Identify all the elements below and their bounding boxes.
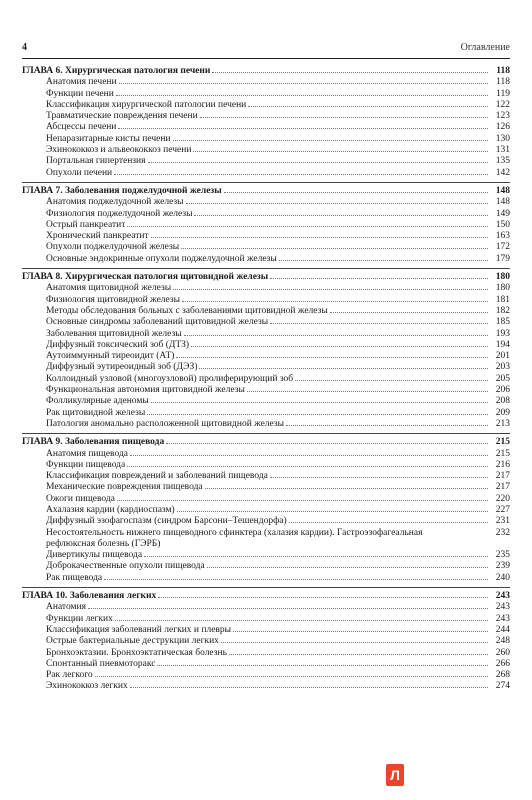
toc-entry-title: Функции печени (46, 88, 114, 99)
toc-entry[interactable] (22, 156, 510, 167)
toc-entry[interactable] (22, 471, 510, 482)
toc-entry-title: Механические повреждения пищевода (46, 482, 203, 493)
dot-leader (144, 556, 488, 557)
toc-entry[interactable] (22, 295, 510, 306)
dot-leader (147, 414, 488, 415)
toc-entry-title: Фолликулярные аденомы (46, 396, 149, 407)
toc-entry-page: 243 (495, 602, 510, 613)
toc-entry[interactable] (22, 340, 510, 351)
toc-entry[interactable] (22, 134, 510, 145)
dot-leader (130, 687, 488, 688)
dot-leader (286, 425, 488, 426)
dot-leader (117, 500, 488, 501)
toc-entry-title: Портальная гипертензия (46, 156, 146, 167)
dot-leader (115, 620, 488, 621)
toc-entry-title: Физиология щитовидной железы (46, 294, 181, 305)
dot-leader (173, 140, 488, 141)
toc-entry[interactable] (22, 636, 510, 647)
toc-entry[interactable] (22, 573, 510, 584)
toc-entry[interactable] (22, 374, 510, 385)
toc-entry-page: 235 (495, 550, 510, 561)
toc-entry[interactable] (22, 317, 510, 328)
dot-leader (151, 402, 488, 403)
toc-entry-title: Патология аномально расположенной щитовидной железы (46, 418, 285, 429)
toc-entry[interactable] (22, 242, 510, 253)
toc-entry-title: Анатомия печени (46, 77, 117, 88)
toc-entry[interactable] (22, 100, 510, 111)
toc-entry[interactable] (22, 670, 510, 681)
toc-entry-title: Травматические повреждения печени (46, 111, 198, 122)
toc-entry-title: Методы обследования больных с заболеваниями щитовидной железы (46, 305, 328, 316)
dot-leader (295, 380, 488, 381)
dot-leader (176, 357, 488, 358)
dot-leader (194, 215, 488, 216)
toc-entry-title: Заболевания щитовидной железы (46, 328, 182, 339)
dot-leader (191, 346, 488, 347)
toc-entry-title: Абсцессы печени (46, 122, 117, 133)
toc-entry-title: Анатомия пищевода (46, 448, 128, 459)
toc-entry-page: 130 (495, 133, 510, 144)
chapter-heading[interactable] (22, 66, 510, 77)
toc-entry-title: Непаразитарные кисты печени (46, 133, 171, 144)
chapter-heading-title: ГЛАВА 6. Хирургическая патология печени (22, 66, 211, 76)
toc-entry-title: Ахалазия кардии (кардиоспазм) (46, 504, 175, 515)
toc-entry[interactable] (22, 550, 510, 561)
toc-entry-title: Опухоли печени (46, 167, 113, 178)
toc-entry-title: Классификация повреждений и заболеваний пищевода (46, 471, 268, 482)
toc-entry-page: 131 (495, 145, 510, 156)
dot-leader (127, 226, 488, 227)
toc-entry[interactable] (22, 351, 510, 362)
toc-entry[interactable] (22, 111, 510, 122)
toc-entry-page: 268 (495, 670, 510, 681)
dot-leader (205, 488, 488, 489)
chapter-heading-page: 243 (495, 591, 510, 602)
toc-entry-title: Анатомия щитовидной железы (46, 283, 172, 294)
toc-entry-page: 185 (495, 317, 510, 328)
toc-entry-page: 148 (495, 197, 510, 208)
toc-entry[interactable] (22, 681, 510, 692)
toc-entry[interactable] (22, 396, 510, 407)
toc-entry-title: Эхинококкоз и альвеококкоз печени (46, 145, 192, 156)
chapter-heading-title: ГЛАВА 10. Заболевания легких (22, 591, 157, 602)
toc-entry-page: 231 (495, 516, 510, 527)
toc-entry-title: Опухоли поджелудочной железы (46, 242, 180, 253)
chapter-heading[interactable] (22, 272, 510, 283)
toc-entry-page: 209 (495, 407, 510, 418)
chapter-heading-title: ГЛАВА 9. Заболевания пищевода (22, 437, 165, 448)
dot-leader (212, 72, 488, 73)
running-header-title: Оглавление (460, 42, 510, 53)
toc-entry-title: Коллоидный узловой (многоузловой) пролиферирующий зоб (46, 373, 294, 384)
toc-entry-page: 205 (495, 373, 510, 384)
toc-entry-page: 220 (495, 493, 510, 504)
toc-entry-title: Диффузный эутиреоидный зоб (ДЭЗ) (46, 362, 198, 373)
dot-leader (173, 289, 488, 290)
toc-entry-title: Функциональная автономия щитовидной железы (46, 385, 245, 396)
toc-entry-title: Диффузный эзофагоспазм (синдром Барсони–Тешендорфа) (46, 516, 287, 527)
toc-entry-page: 135 (495, 156, 510, 167)
dot-leader (247, 391, 488, 392)
toc-entry-title: Рак легкого (46, 670, 93, 681)
toc-entry-page: 149 (495, 208, 510, 219)
toc-entry-page: 179 (495, 253, 510, 264)
dot-leader (104, 579, 488, 580)
toc-entry-page: 150 (495, 219, 510, 230)
toc-entry-page: 248 (495, 636, 510, 647)
toc-entry-title: Рак пищевода (46, 572, 103, 583)
toc-entry[interactable] (22, 659, 510, 670)
toc-entry-title: Несостоятельность нижнего пищеводного сфинктера (халазия кардии). Гастроэзофагеальная рефлюксная болезнь (ГЭРБ) (46, 527, 423, 549)
toc-entry[interactable] (22, 602, 510, 613)
toc-entry-title: Основные эндокринные опухоли поджелудочной железы (46, 253, 277, 264)
toc-entry-page: 239 (495, 561, 510, 572)
dot-leader (157, 665, 488, 666)
toc-entry-title: Эхинококкоз легких (46, 681, 128, 692)
dot-leader (116, 95, 488, 96)
toc-entry[interactable] (22, 505, 510, 516)
toc-entry-page: 274 (495, 681, 510, 692)
toc-entry-title: Дивертикулы пищевода (46, 550, 143, 561)
dot-leader (114, 174, 488, 175)
toc-entry-page: 194 (495, 339, 510, 350)
toc-entry-title: Физиология поджелудочной железы (46, 208, 193, 219)
toc-entry[interactable] (22, 614, 510, 625)
dot-leader (119, 83, 488, 84)
toc-entry-page: 244 (495, 624, 510, 635)
dot-leader (248, 106, 488, 107)
chapter-section (22, 272, 510, 434)
chapter-heading-page: 215 (495, 437, 510, 448)
toc-entry-title: Анатомия (46, 602, 86, 613)
toc-entry[interactable] (22, 561, 510, 572)
toc-entry-page: 217 (495, 482, 510, 493)
toc-entry[interactable] (22, 283, 510, 294)
chapter-heading-page: 180 (495, 272, 510, 283)
toc-entry-page: 216 (495, 459, 510, 470)
toc-entry[interactable] (22, 408, 510, 419)
toc-entry-title: Рак щитовидной железы (46, 407, 146, 418)
dot-leader (289, 522, 488, 523)
toc-entry-page: 227 (495, 504, 510, 515)
toc-entry-page: 266 (495, 658, 510, 669)
toc-entry-title: Хронический панкреатит (46, 231, 149, 242)
dot-leader (182, 301, 488, 302)
dot-leader (181, 248, 488, 249)
dot-leader (127, 466, 488, 467)
toc-entry-page: 203 (495, 362, 510, 373)
toc-entry-page: 260 (495, 647, 510, 658)
toc-entry-page: 126 (495, 122, 510, 133)
dot-leader (270, 323, 488, 324)
toc-entry[interactable] (22, 460, 510, 471)
toc-entry-title: Аутоиммунный тиреоидит (АТ) (46, 351, 175, 362)
toc-entry[interactable] (22, 197, 510, 208)
toc-entry[interactable] (22, 362, 510, 373)
dot-leader (184, 335, 488, 336)
toc-entry-page: 119 (496, 88, 510, 99)
toc-entry-page: 118 (496, 77, 510, 88)
toc-entry-page: 240 (495, 572, 510, 583)
toc-entry-title: Острый панкреатит (46, 219, 126, 230)
toc-entry-page: 123 (495, 111, 510, 122)
page-number: 4 (22, 42, 27, 53)
toc-entry[interactable] (22, 385, 510, 396)
dot-leader (330, 312, 488, 313)
chapter-section (22, 186, 510, 269)
toc-entry-page: 215 (495, 448, 510, 459)
toc-entry-page: 122 (495, 99, 510, 110)
toc-entry[interactable] (22, 494, 510, 505)
chapter-heading[interactable] (22, 591, 510, 602)
toc-entry-page: 206 (495, 385, 510, 396)
dot-leader (148, 162, 489, 163)
toc-entry-page: 208 (495, 396, 510, 407)
chapter-heading-page: 118 (496, 66, 510, 76)
toc-entry-title: Функции легких (46, 613, 113, 624)
header-rule (22, 58, 510, 59)
toc-entry-title: Доброкачественные опухоли пищевода (46, 561, 205, 572)
toc-entry-title: Ожоги пищевода (46, 493, 115, 504)
dot-leader (95, 676, 488, 677)
page-header (22, 40, 510, 56)
dot-leader (166, 443, 488, 444)
toc-entry-page: 201 (495, 351, 510, 362)
dot-leader (118, 128, 488, 129)
toc-entry-title: Анатомия поджелудочной железы (46, 197, 184, 208)
toc-entry[interactable] (22, 482, 510, 493)
toc-entry-title: Основные синдромы заболеваний щитовидной железы (46, 317, 269, 328)
toc-entry[interactable] (22, 516, 510, 527)
dot-leader (193, 151, 488, 152)
toc-entry-page: 213 (495, 418, 510, 429)
toc-entry[interactable] (22, 145, 510, 156)
toc-entry-page: 232 (495, 527, 510, 538)
chapter-heading-title: ГЛАВА 8. Хирургическая патология щитовидной железы (22, 272, 269, 283)
toc-entry[interactable] (22, 449, 510, 460)
toc-entry[interactable] (22, 89, 510, 100)
toc-entry-title: Классификация хирургической патологии печени (46, 99, 247, 110)
dot-leader (233, 631, 488, 632)
toc-entry-page: 193 (495, 328, 510, 339)
dot-leader (88, 608, 488, 609)
dot-leader (186, 203, 488, 204)
dot-leader (270, 278, 488, 279)
toc-entry[interactable] (22, 231, 510, 242)
chapter-heading-title: ГЛАВА 7. Заболевания поджелудочной железы (22, 185, 222, 196)
toc-entry[interactable] (22, 168, 510, 179)
toc-entry[interactable] (22, 220, 510, 231)
toc-entry-page: 182 (495, 305, 510, 316)
toc-entry[interactable] (22, 528, 510, 551)
toc-entry-page: 180 (495, 283, 510, 294)
toc-entry-title: Функции пищевода (46, 459, 126, 470)
toc-entry-page: 142 (495, 167, 510, 178)
dot-leader (221, 642, 488, 643)
toc-entry[interactable] (22, 122, 510, 133)
chapter-heading[interactable] (22, 437, 510, 448)
dot-leader (199, 368, 488, 369)
toc-entry[interactable] (22, 254, 510, 265)
toc-entry[interactable] (22, 419, 510, 430)
toc-entry[interactable] (22, 648, 510, 659)
toc-entry[interactable] (22, 77, 510, 88)
toc-entry[interactable] (22, 329, 510, 340)
toc-entry[interactable] (22, 209, 510, 220)
chapter-heading-page: 148 (495, 185, 510, 196)
chapter-section (22, 591, 510, 696)
toc-entry-page: 163 (495, 231, 510, 242)
toc-entry-page: 243 (495, 613, 510, 624)
toc-entry[interactable] (22, 306, 510, 317)
dot-leader (177, 511, 488, 512)
toc-entry-page: 217 (495, 471, 510, 482)
chapter-section (22, 437, 510, 588)
toc-entry-title: Классификация заболеваний легких и плевры (46, 624, 232, 635)
dot-leader (279, 260, 488, 261)
dot-leader (151, 237, 488, 238)
dot-leader (270, 477, 488, 478)
toc-entry-title: Спонтанный пневмоторакс (46, 658, 156, 669)
toc-entry-page: 181 (495, 294, 510, 305)
dot-leader (207, 567, 488, 568)
toc-entry-title: Острые бактериальные деструкции легких (46, 636, 219, 647)
chapter-section (22, 66, 510, 183)
toc-entry-title: Диффузный токсический зоб (ДТЗ) (46, 339, 190, 350)
dot-leader (130, 455, 488, 456)
toc-entry-title: Бронхоэктазии. Бронхоэктатическая болезнь (46, 647, 227, 658)
toc-entry-page: 172 (495, 242, 510, 253)
table-of-contents (22, 64, 510, 699)
dot-leader (200, 117, 488, 118)
toc-entry[interactable] (22, 625, 510, 636)
dot-leader (229, 654, 488, 655)
publisher-logo: Л (386, 764, 404, 786)
chapter-heading[interactable] (22, 186, 510, 197)
dot-leader (224, 192, 488, 193)
dot-leader (158, 597, 488, 598)
